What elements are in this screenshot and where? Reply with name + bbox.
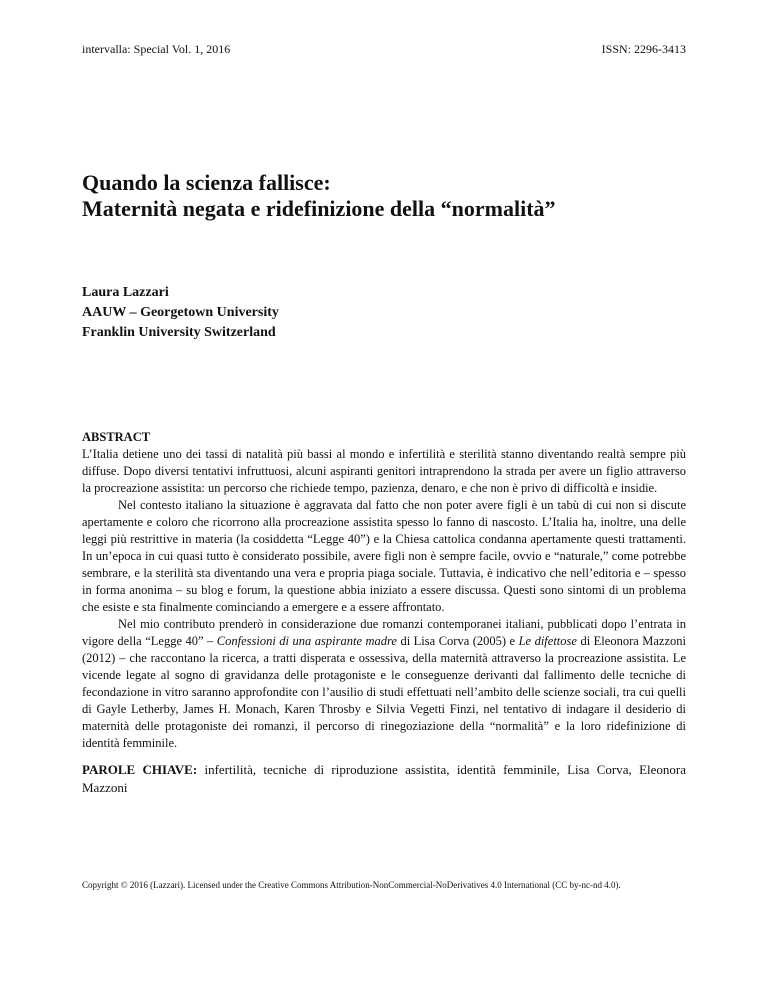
title-line-1: Quando la scienza fallisce: [82,170,331,195]
author-block [82,283,686,343]
abstract-paragraph-2: Nel contesto italiano la situazione è aggravata dal fatto che non poter avere figli è un tabù di cui non si discute apertamente e coloro che ricorrono alla procreazione assistita spesso lo fanno di nascosto. L’Italia ha, inoltre, una delle leggi più restrittive in materia (la cosiddetta “Legge 40”) e la Chiesa cattolica condanna apertamente questi trattamenti. In un’epoca in cui quasi tutto è considerato possibile, avere figli non è sempre facile, ovvio e “naturale,” come potrebbe sembrare, e la sterilità sta diventando una vera e propria piaga sociale. Tuttavia, è indicativo che nell’editoria e – spesso in forma anonima – su blog e forum, la questione abbia iniziato a essere discussa. Questi sono sintomi di un problema che esiste e sta finalmente cominciando a emergere e a essere affrontato. [82,498,686,614]
book-title-confessioni: Confessioni di una aspirante madre [216,634,397,648]
article-title [82,170,686,222]
abstract-p3-part-c: di Eleonora Mazzoni (2012) – che raccontano la ricerca, a tratti disperata e ossessiva, della maternità attraverso la procreazione assistita. Le vicende legate al sogno di gravidanza delle protagoniste e le conseguenze derivanti dal fallimento delle tecniche di fecondazione in vitro saranno approfondite con l’ausilio di studi effettuati nell’ambito delle scienze sociali, tra cui quelli di Gayle Letherby, James H. Monach, Karen Throsby e Silvia Vegetti Finzi, nel tentativo di indagare il desiderio di maternità delle protagoniste dei romanzi, il percorso di rinegoziazione della “normalità” e la loro ridefinizione di identità femminile. [82,634,687,750]
title-line-2: Maternità negata e ridefinizione della “normalità” [82,196,556,221]
keywords-text: infertilità, tecniche di riproduzione assistita, identità femminile, Lisa Corva, Eleonora Mazzoni [82,762,686,795]
abstract-p3-part-b: di Lisa Corva (2005) e [396,634,519,648]
keywords-label: PAROLE CHIAVE: [82,762,198,777]
abstract-heading: ABSTRACT [82,430,151,444]
book-title-le-difettose: Le difettose [518,634,577,648]
abstract-section [82,429,686,752]
issn: ISSN: 2296-3413 [601,42,686,56]
author-affiliation-1: AAUW – Georgetown University [82,305,279,320]
author-affiliation-2: Franklin University Switzerland [82,325,276,340]
abstract-p3-part-a: Nel mio contributo prenderò in considerazione due romanzi contemporanei italiani, pubblicati dopo l’entrata in vigore della “Legge 40” – [82,617,686,648]
abstract-paragraph-3 [82,616,686,752]
keywords [82,761,686,797]
running-header [82,40,686,58]
author-name: Laura Lazzari [82,285,169,300]
copyright-notice: Copyright © 2016 (Lazzari). Licensed under the Creative Commons Attribution-NonCommercial-NoDerivatives 4.0 International (CC by-nc-nd 4.0). [82,880,621,890]
abstract-paragraph-1: L’Italia detiene uno dei tassi di natalità più bassi al mondo e infertilità e sterilità stanno diventando realtà sempre più diffuse. Dopo diversi tentativi infruttuosi, alcuni aspiranti genitori intraprendono la strada per avere un figlio attraverso la procreazione assistita: un percorso che richiede tempo, pazienza, denaro, e che non è privo di difficoltà e insidie. [82,447,686,495]
journal-info: intervalla: Special Vol. 1, 2016 [82,42,231,56]
